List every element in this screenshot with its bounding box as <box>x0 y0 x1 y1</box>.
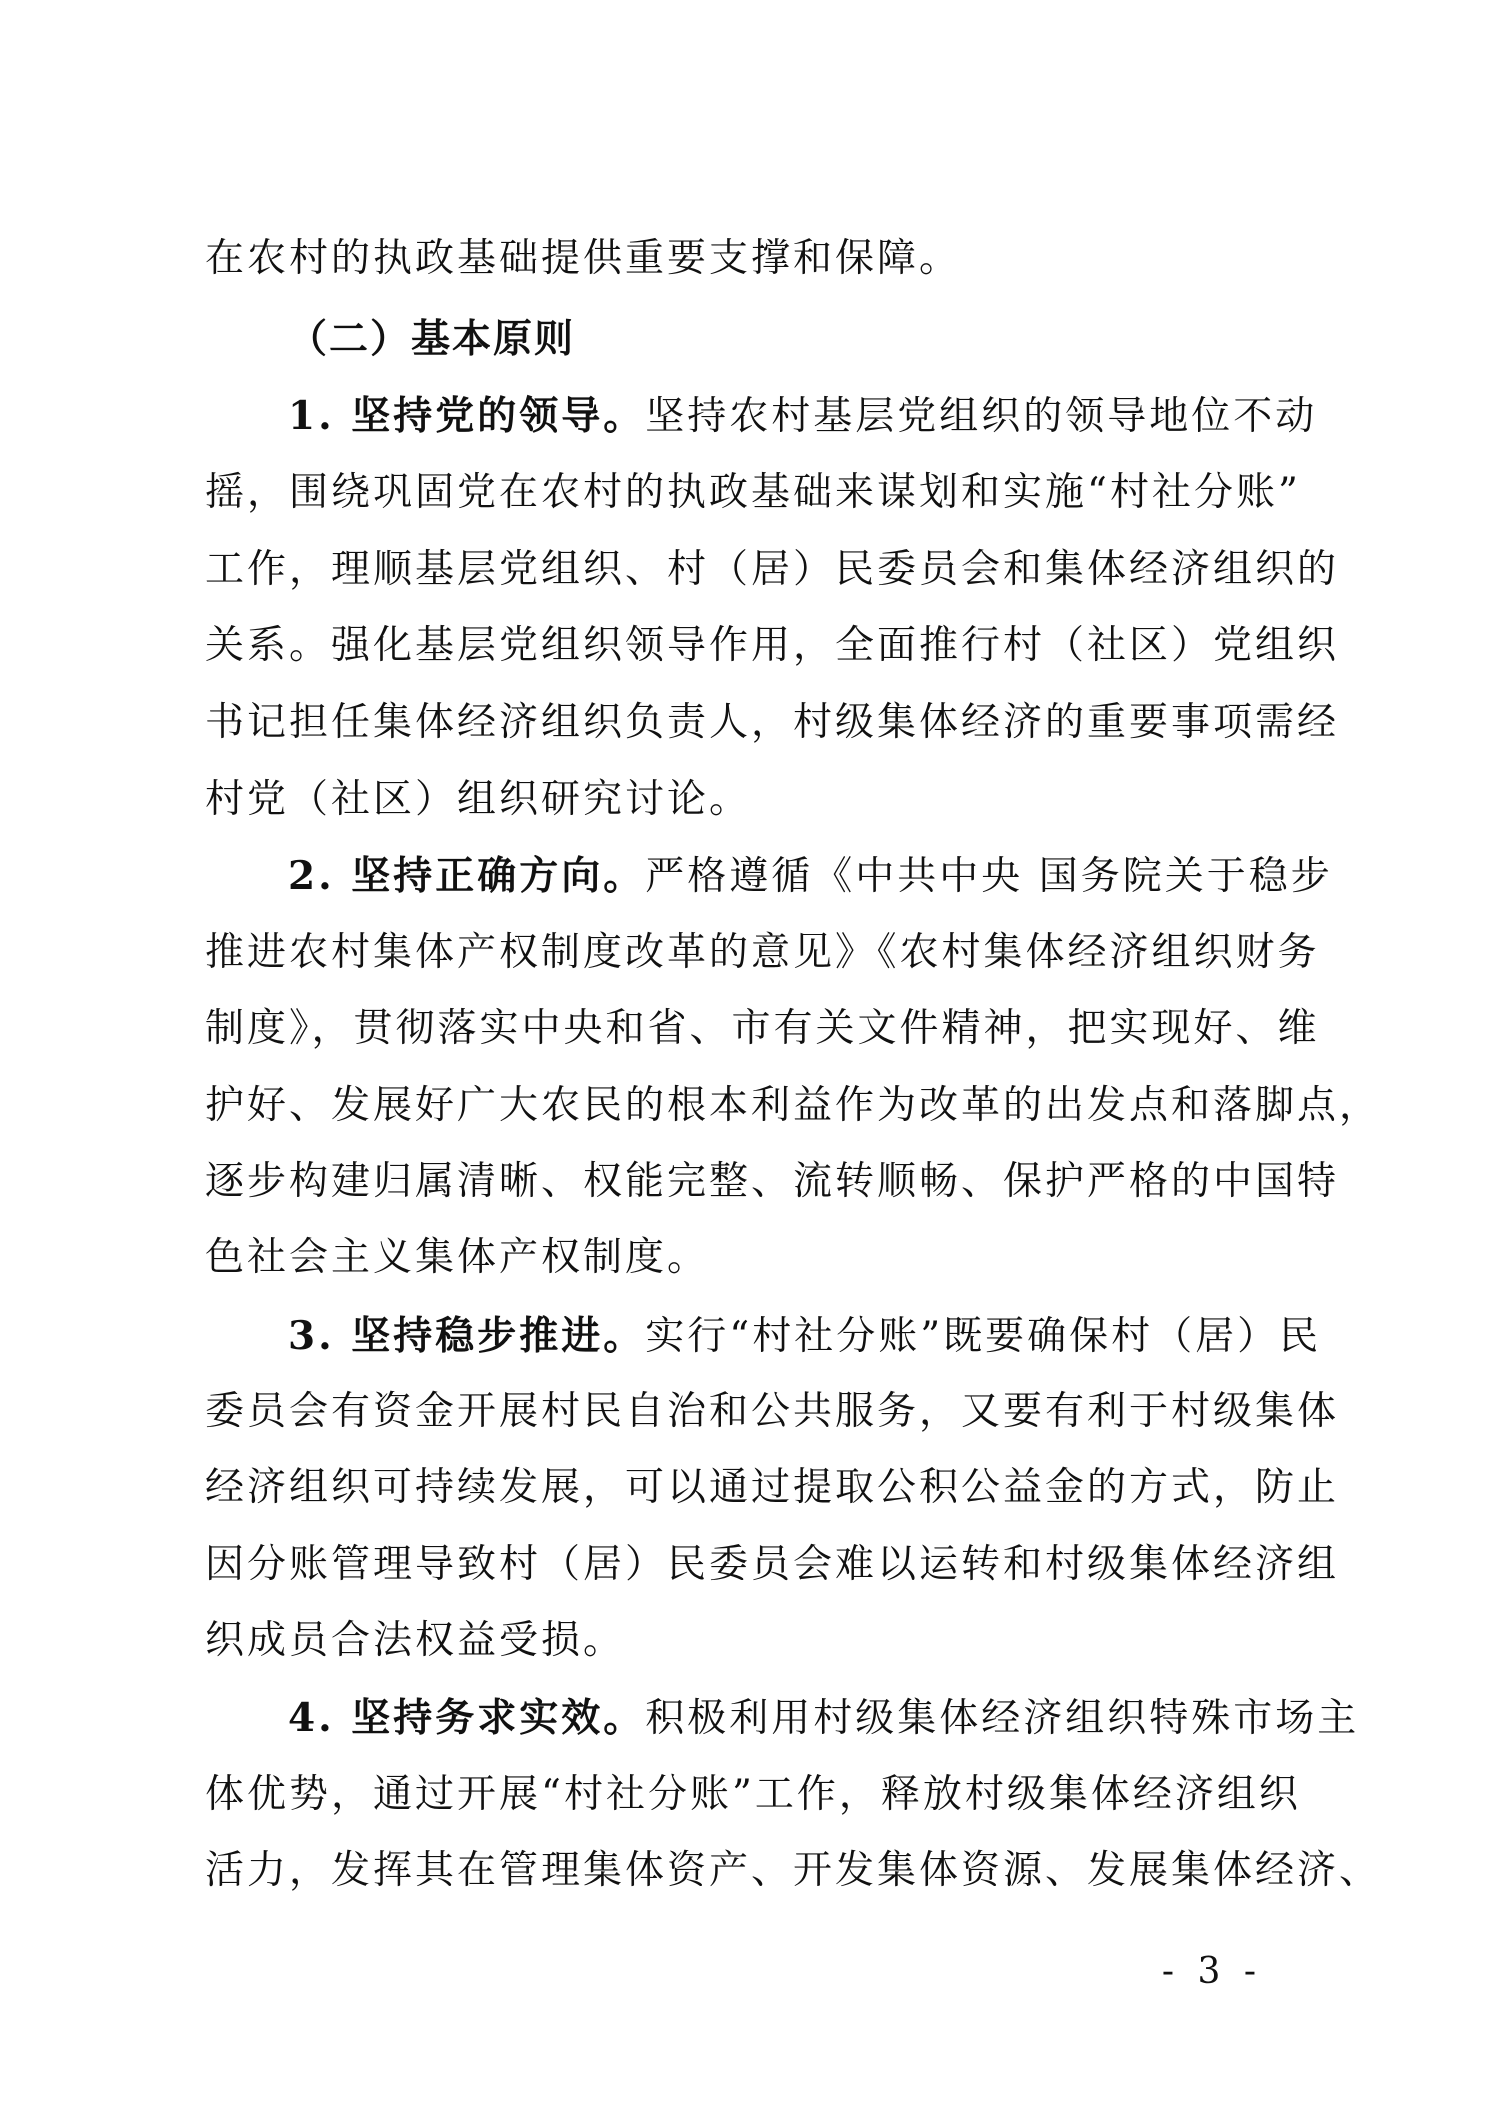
principle-2-line: 逐步构建归属清晰、权能完整、流转顺畅、保护严格的中国特 <box>205 1159 1340 1204</box>
principle-1-first-line <box>288 390 1318 443</box>
principle-3-text: 实行“村社分账”既要确保村（居）民 <box>645 1314 1322 1359</box>
principle-4-title: 4. 坚持务求实效。 <box>288 1695 646 1741</box>
principle-1-line: 工作，理顺基层党组织、村（居）民委员会和集体经济组织的 <box>205 547 1340 592</box>
principle-3-first-line <box>288 1310 1322 1363</box>
principle-1-text: 坚持农村基层党组织的领导地位不动 <box>645 394 1318 439</box>
principle-3-line: 经济组织可持续发展，可以通过提取公积公益金的方式，防止 <box>205 1465 1340 1510</box>
principle-2-title: 2. 坚持正确方向。 <box>288 853 646 899</box>
principle-3-title: 3. 坚持稳步推进。 <box>288 1313 646 1359</box>
principle-2-line: 色社会主义集体产权制度。 <box>205 1235 710 1280</box>
section-heading: （二）基本原则 <box>288 316 576 362</box>
principle-2-line: 制度》，贯彻落实中央和省、市有关文件精神，把实现好、维 <box>205 1006 1320 1051</box>
principle-1-line: 摇，围绕巩固党在农村的执政基础来谋划和实施“村社分账” <box>205 470 1301 515</box>
principle-2-line: 推进农村集体产权制度改革的意见》《农村集体经济组织财务 <box>205 930 1320 975</box>
page-number: - 3 - <box>1161 1951 1262 1992</box>
principle-1-line: 关系。强化基层党组织领导作用，全面推行村（社区）党组织 <box>205 623 1340 668</box>
paragraph-continuation: 在农村的执政基础提供重要支撑和保障。 <box>205 236 962 281</box>
principle-3-line: 因分账管理导致村（居）民委员会难以运转和村级集体经济组 <box>205 1542 1340 1587</box>
principle-4-line: 体优势，通过开展“村社分账”工作，释放村级集体经济组织 <box>205 1772 1301 1817</box>
principle-2-first-line <box>288 850 1333 903</box>
principle-3-line: 织成员合法权益受损。 <box>205 1618 626 1663</box>
principle-1-title: 1. 坚持党的领导。 <box>288 393 646 439</box>
principle-4-first-line <box>288 1692 1360 1745</box>
principle-1-line: 村党（社区）组织研究讨论。 <box>205 777 752 822</box>
principle-3-line: 委员会有资金开展村民自治和公共服务，又要有利于村级集体 <box>205 1389 1340 1434</box>
principle-4-text: 积极利用村级集体经济组织特殊市场主 <box>645 1696 1360 1741</box>
principle-4-line: 活力，发挥其在管理集体资产、开发集体资源、发展集体经济、 <box>205 1848 1382 1893</box>
principle-1-line: 书记担任集体经济组织负责人，村级集体经济的重要事项需经 <box>205 700 1340 745</box>
principle-2-text: 严格遵循《中共中央 国务院关于稳步 <box>645 854 1333 899</box>
principle-2-line: 护好、发展好广大农民的根本利益作为改革的出发点和落脚点， <box>205 1083 1382 1128</box>
